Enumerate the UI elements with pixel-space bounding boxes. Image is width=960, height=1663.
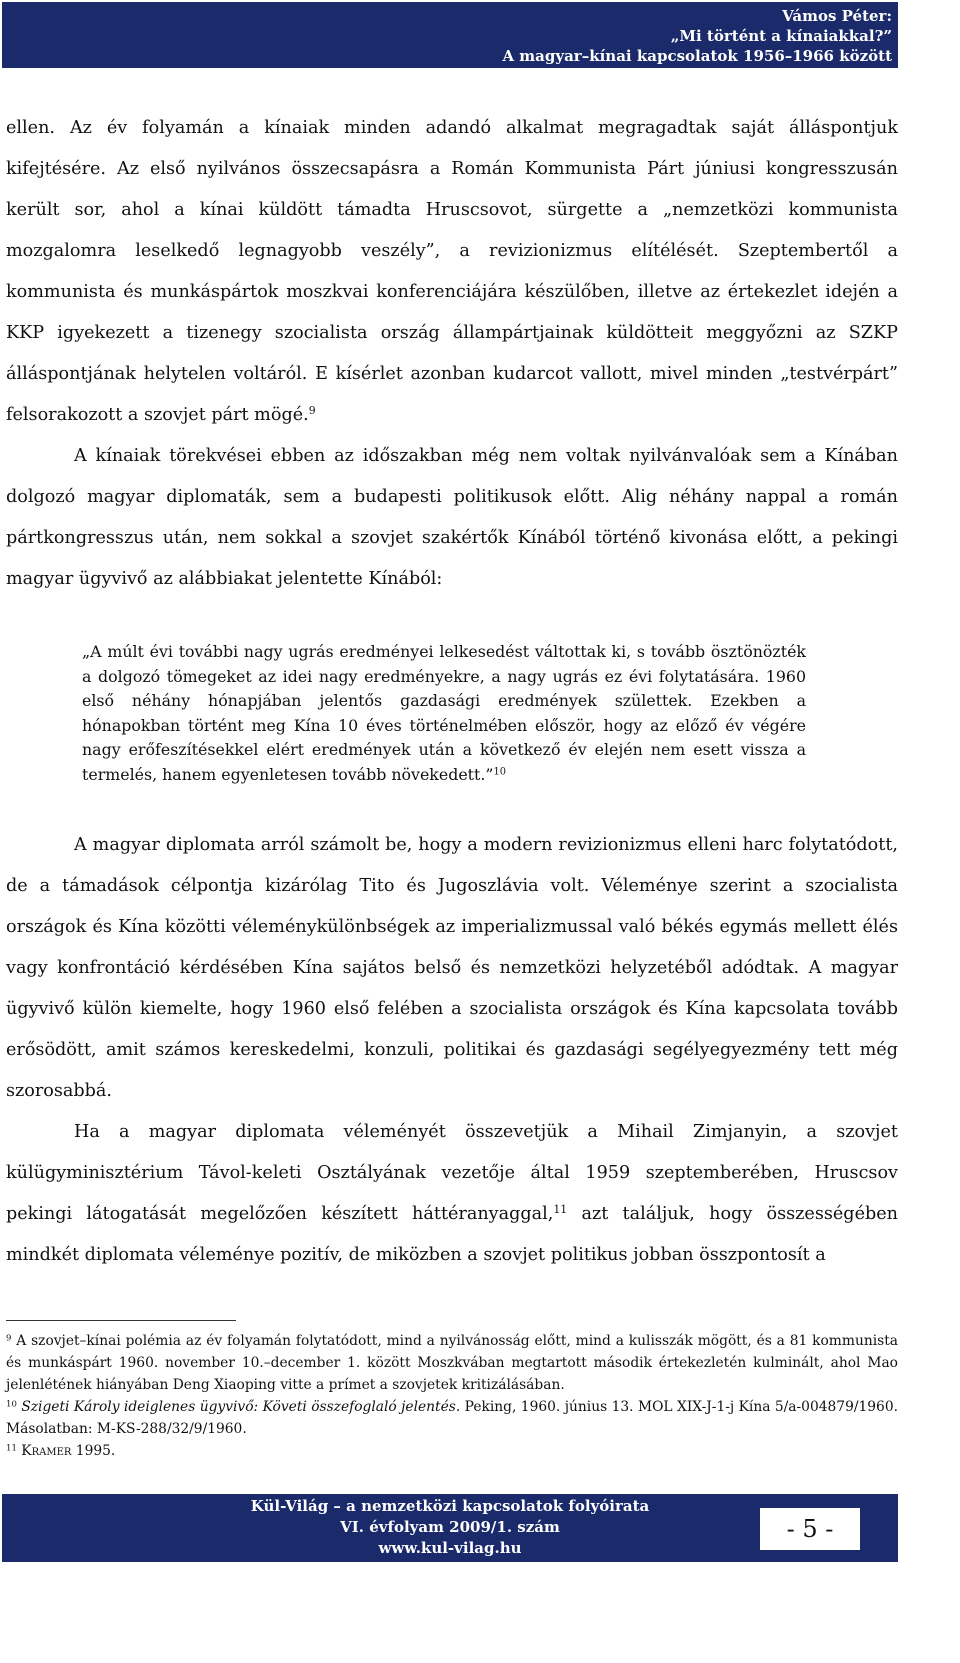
- footer-journal: Kül-Világ – a nemzetközi kapcsolatok folyóirata: [250, 1497, 650, 1515]
- footer-url[interactable]: www.kul-vilag.hu: [378, 1539, 522, 1557]
- footnote-9-number: 9: [6, 1333, 12, 1344]
- footnote-10-source-title: Szigeti Károly ideiglenes ügyvivő: Követi összefoglaló jelentés.: [21, 1399, 461, 1415]
- footnote-10-text: Peking, 1960. június 13. MOL XIX-J-1-j Kína 5/a-004879/1960. Másolatban: M-KS-288/32/9/1960.: [6, 1399, 898, 1437]
- paragraph-1: [6, 108, 898, 436]
- footnote-11-author: Kramer: [21, 1443, 72, 1459]
- paragraph-4-text-b: azt találjuk, hogy összességében mindkét diplomata véleménye pozitív, de miközben a szovjet politikus jobban összpontosít a: [6, 1204, 898, 1265]
- footnote-ref-9[interactable]: 9: [308, 404, 316, 417]
- footnote-10: [6, 1396, 898, 1440]
- footnote-11-year: 1995.: [71, 1443, 116, 1459]
- page-header: [2, 2, 898, 68]
- footnote-11: [6, 1440, 898, 1462]
- footnotes: [6, 1330, 898, 1462]
- header-subtitle: A magyar–kínai kapcsolatok 1956–1966 között: [502, 47, 892, 65]
- paragraph-1-text: ellen. Az év folyamán a kínaiak minden adandó alkalmat megragadtak saját álláspontjuk kifejtésére. Az első nyilvános összecsapásra a Román Kommunista Párt júniusi kongresszusán került sor, ahol a kínai küldött támadta Hruscsovot, sürgette a „nemzetközi kommunista mozgalomra leselkedő legnagyobb veszély”, a revizionizmus elítélését. Szeptembertől a kommunista és munkáspártok moszkvai konferenciájára készülőben, illetve az értekezlet idején a KKP igyekezett a tizenegy szocialista ország állampártjainak küldötteit meggyőzni az SZKP álláspontjának helytelen voltáról. E kísérlet azonban kudarcot vallott, mivel minden „testvérpárt” felsorakozott a szovjet párt mögé.: [6, 118, 898, 425]
- main-text: [6, 108, 898, 1276]
- footnote-11-number: 11: [6, 1443, 17, 1454]
- footnote-9-text: A szovjet–kínai polémia az év folyamán folytatódott, mind a nyilvánosság előtt, mind a kulisszák mögött, és a 81 kommunista és munkáspárt 1960. november 10.–december 1. között Moszkvában megtartott második értekezletén kulminált, ahol Mao jelenlétének hiányában Deng Xiaoping vitte a prímet a szovjetek kritizálásában.: [6, 1333, 898, 1393]
- paragraph-4: [6, 1112, 898, 1276]
- paragraph-3: A magyar diplomata arról számolt be, hogy a modern revizionizmus elleni harc folytatódott, de a támadások célpontja kizárólag Tito és Jugoszlávia volt. Véleménye szerint a szocialista országok és Kína közötti véleménykülönbségek az imperializmussal való békés egymás mellett élés vagy konfrontáció kérdésében Kína sajátos belső és nemzetközi helyzetéből adódtak. A magyar ügyvivő külön kiemelte, hogy 1960 első felében a szocialista országok és Kína kapcsolata tovább erősödött, amit számos kereskedelmi, konzuli, politikai és gazdasági segélyegyezmény tett még szorosabbá.: [6, 835, 898, 1101]
- block-quote: [82, 640, 806, 787]
- paragraph-4-text-a: Ha a magyar diplomata véleményét összevetjük a Mihail Zimjanyin, a szovjet külügyminisztérium Távol-keleti Osztályának vezetője által 1959 szeptemberében, Hruscsov pekingi látogatását megelőzően készített háttéranyaggal,: [6, 1122, 898, 1224]
- footnote-ref-11[interactable]: 11: [553, 1203, 568, 1216]
- page-footer: [2, 1494, 898, 1562]
- paragraph-2: A kínaiak törekvései ebben az időszakban még nem voltak nyilvánvalóak sem a Kínában dolgozó magyar diplomaták, sem a budapesti politikusok előtt. Alig néhány nappal a román pártkongresszus után, nem sokkal a szovjet szakértők Kínából történő kivonása előtt, a pekingi magyar ügyvivő az alábbiakat jelentette Kínából:: [6, 446, 898, 589]
- footer-issue: VI. évfolyam 2009/1. szám: [340, 1518, 560, 1536]
- footnote-10-number: 10: [6, 1399, 17, 1410]
- block-quote-text: „A múlt évi további nagy ugrás eredményei lelkesedést váltottak ki, s tovább ösztönözték a dolgozó tömegeket az idei nagy eredményekre, a nagy ugrás ez évi folytatására. 1960 első néhány hónapjában jelentős gazdasági eredmények születtek. Ezekben a hónapokban történt meg Kína 10 éves történelmében először, hogy az előző év végére nagy erőfeszítésekkel elért eredmények után a következő év elején nem esett vissza a termelés, hanem egyenletesen tovább növekedett.”: [82, 642, 806, 784]
- footnote-9: [6, 1330, 898, 1396]
- footnote-ref-10[interactable]: 10: [493, 766, 506, 778]
- header-author: Vámos Péter:: [782, 7, 892, 25]
- header-title: „Mi történt a kínaiakkal?”: [670, 27, 892, 45]
- footnote-separator: [6, 1320, 236, 1321]
- page-number: - 5 -: [760, 1508, 860, 1550]
